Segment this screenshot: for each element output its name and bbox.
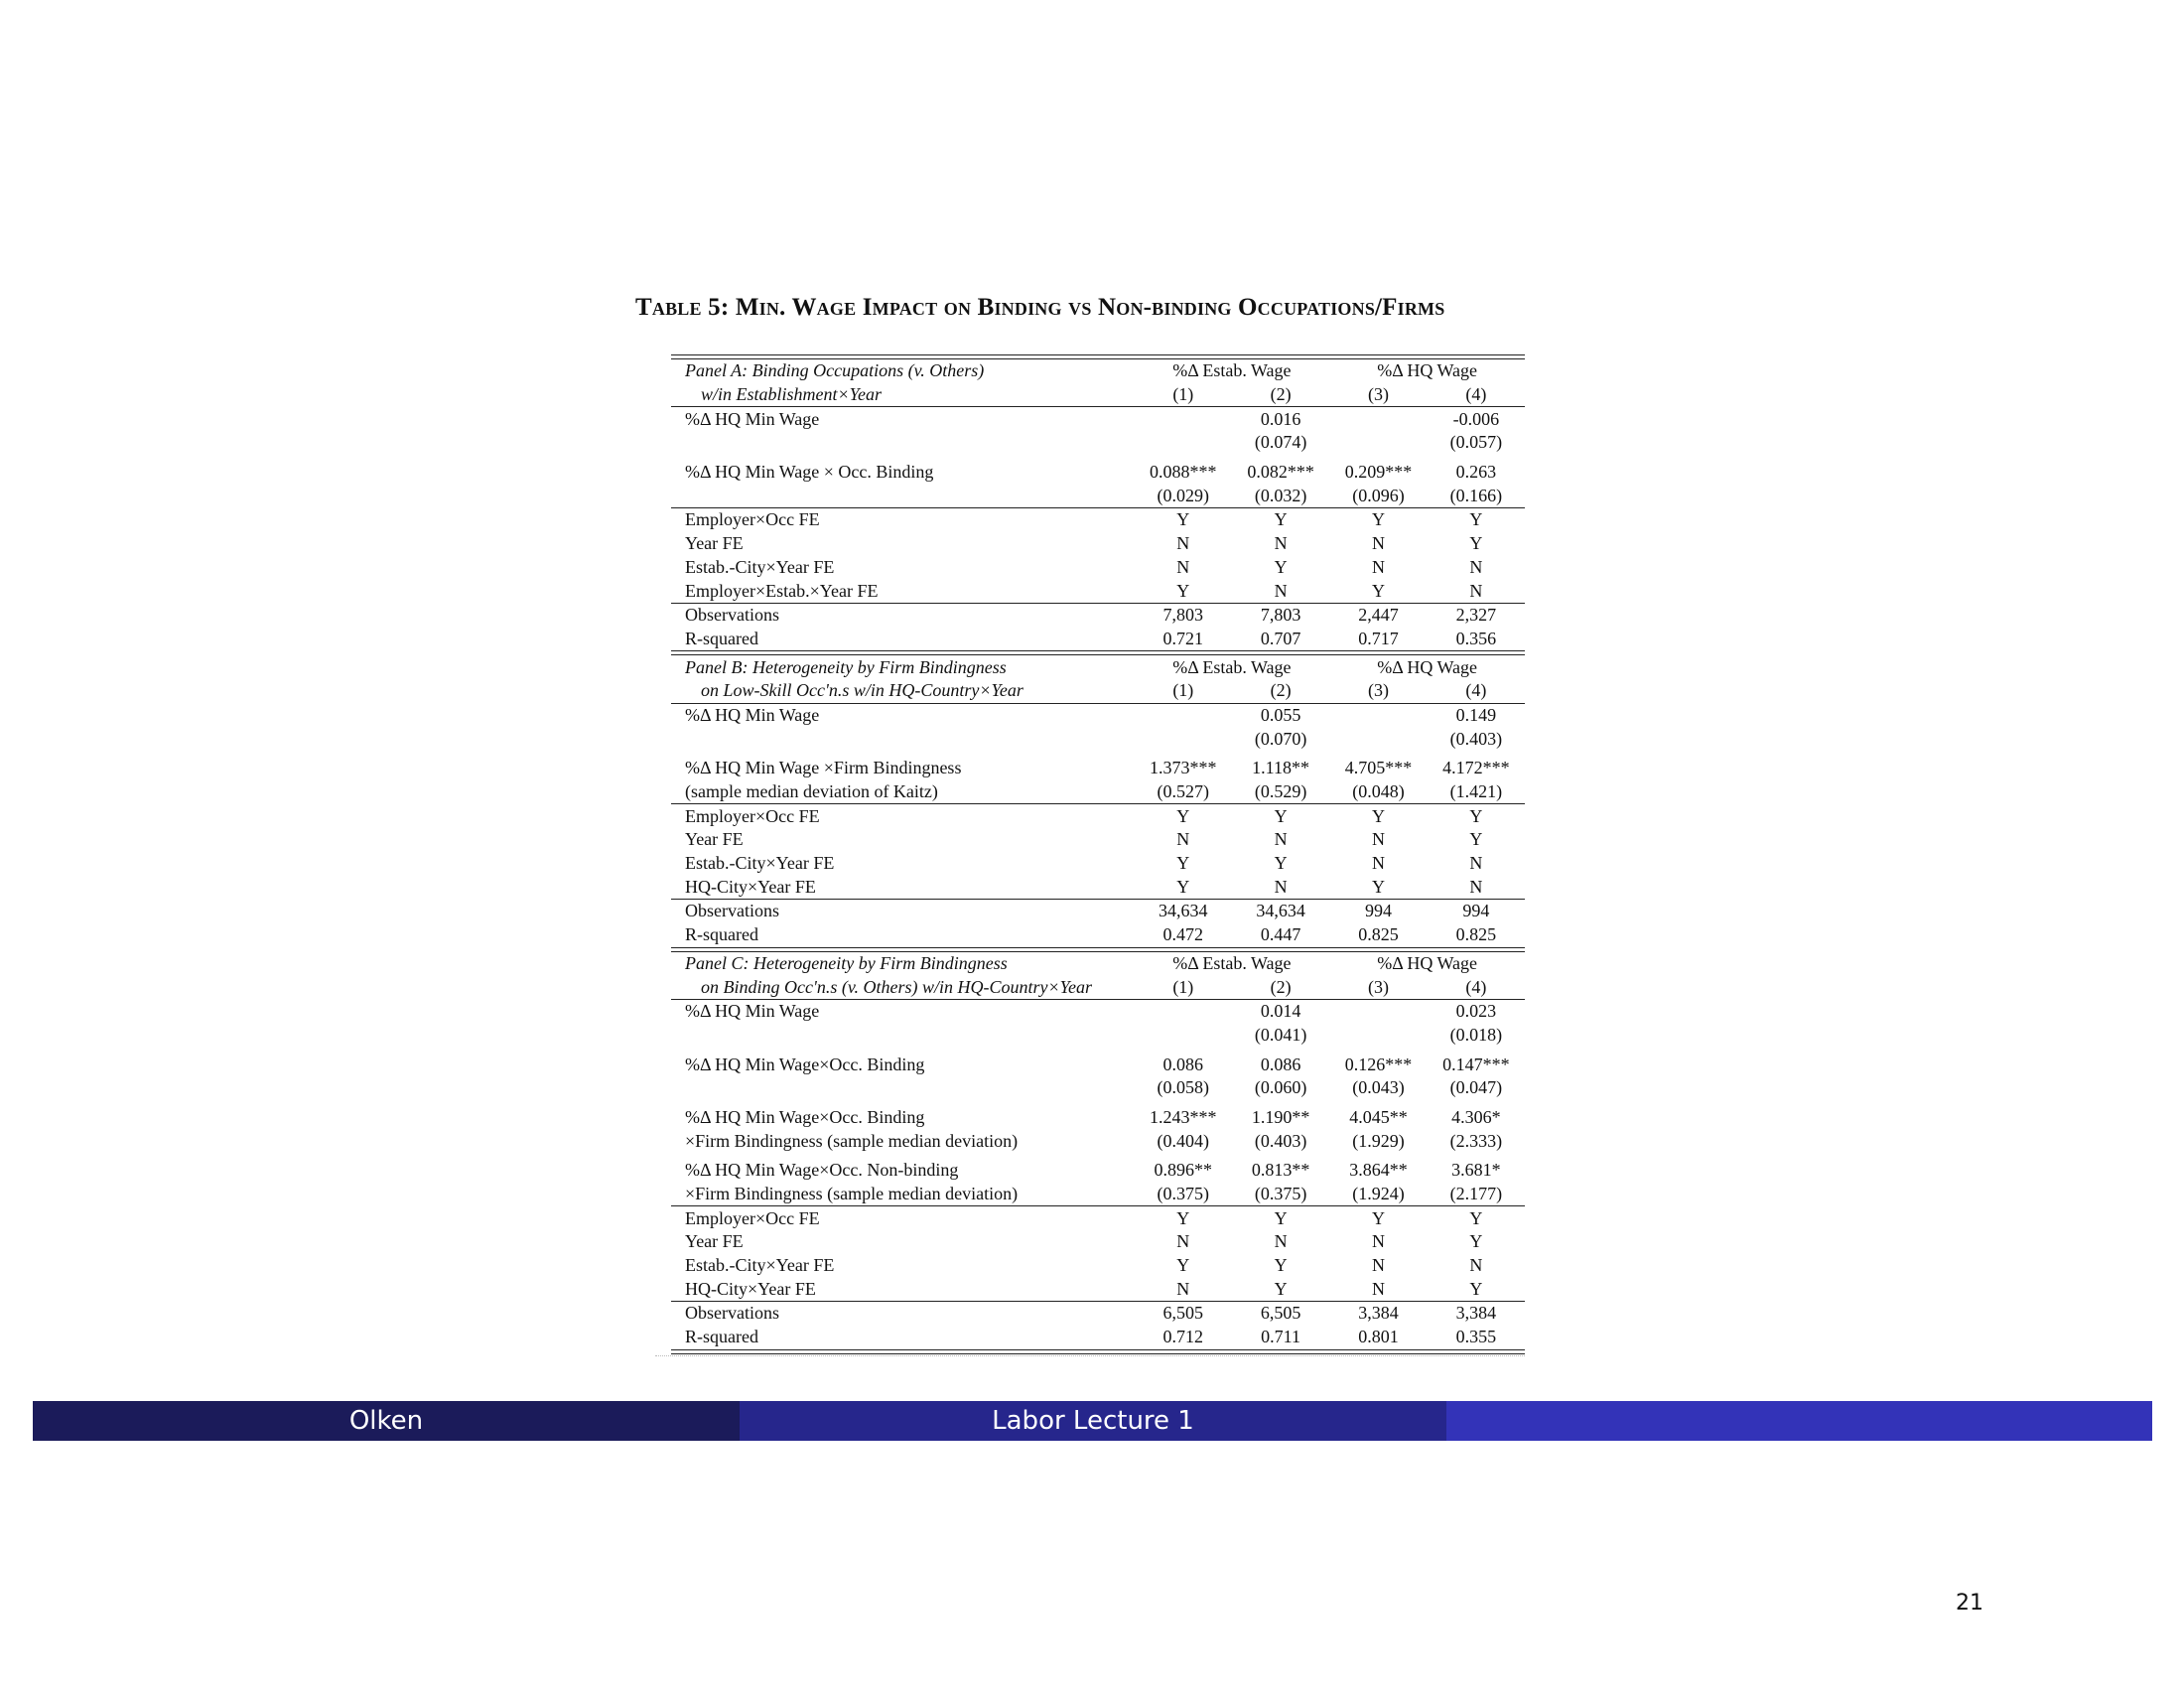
row-label: Year FE [685,533,744,554]
cell: N [1274,1231,1288,1252]
row-label: ×Firm Bindingness (sample median deviation) [685,1130,1019,1151]
cell: 0.717 [1358,628,1399,648]
table-row [671,484,1525,507]
cell: N [1176,556,1190,577]
cell: 1.118** [1252,758,1309,778]
table-row [671,508,1525,532]
cell: N [1274,829,1288,850]
table-row [671,727,1525,751]
cell: N [1469,580,1483,601]
cell: (0.166) [1449,485,1503,505]
panel-c-hq-header: %Δ HQ Wage [1377,952,1478,973]
cell: Y [1469,533,1483,554]
cell: (0.018) [1449,1024,1503,1045]
cell: (0.375) [1254,1184,1307,1204]
cell: (2.177) [1449,1184,1503,1204]
regression-table [671,354,1525,1354]
row-label: Observations [685,605,779,626]
cell: 0.707 [1260,628,1301,648]
cell: 0.147*** [1442,1054,1510,1074]
cell: 4.306* [1451,1106,1501,1127]
table-row [671,1024,1525,1048]
cell: Y [1274,509,1288,530]
col-number: (1) [1172,976,1194,997]
cell: 0.447 [1260,924,1301,945]
row-label: (sample median deviation of Kaitz) [685,781,938,802]
cell: N [1274,580,1288,601]
panel-b-title: Panel B: Heterogeneity by Firm Bindingness [685,656,1007,677]
row-label: Estab.-City×Year FE [685,1255,835,1276]
cell: Y [1371,876,1385,897]
col-number: (2) [1270,384,1292,405]
panel-a-header-row [671,359,1525,383]
cell: N [1371,556,1385,577]
cell: Y [1469,509,1483,530]
cell: 3.864** [1349,1160,1408,1181]
row-label: R-squared [685,628,758,648]
row-label: %Δ HQ Min Wage [685,1001,820,1022]
cell: (0.058) [1157,1077,1209,1098]
cell: (0.048) [1352,781,1405,802]
cell: 994 [1364,901,1392,921]
cell: (0.047) [1449,1077,1503,1098]
cell: 0.356 [1455,628,1497,648]
cell: (0.074) [1254,432,1307,453]
row-label: %Δ HQ Min Wage [685,704,820,725]
cell: 0.023 [1455,1001,1497,1022]
cell: 2,447 [1358,605,1399,626]
table-row [671,704,1525,728]
cell: Y [1274,805,1288,826]
cell: Y [1469,1207,1483,1228]
row-label: Observations [685,1303,779,1324]
footer-lecture: Labor Lecture 1 [740,1401,1446,1441]
col-number: (4) [1465,976,1487,997]
cell: 0.055 [1260,704,1301,725]
table-row [671,1106,1525,1130]
table-row [671,804,1525,828]
panel-b-hq-header: %Δ HQ Wage [1377,656,1478,677]
cell: Y [1371,580,1385,601]
cell: 0.126*** [1344,1054,1413,1074]
row-label: %Δ HQ Min Wage×Occ. Binding [685,1106,925,1127]
cell: N [1176,1231,1190,1252]
cell: (0.032) [1254,485,1307,505]
cell: Y [1469,829,1483,850]
cell: N [1469,853,1483,874]
table-row [671,1183,1525,1206]
panel-a-colnum-row [671,383,1525,407]
row-label: ×Firm Bindingness (sample median deviation) [685,1184,1019,1204]
cell: (0.375) [1157,1184,1209,1204]
cropped-notes-line [655,1355,1525,1358]
col-number: (2) [1270,976,1292,997]
row-label: %Δ HQ Min Wage × Occ. Binding [685,462,934,483]
table-row [671,431,1525,455]
cell: Y [1176,580,1190,601]
table-title: Table 5: Min. Wage Impact on Binding vs Non-binding Occupations/Firms [635,294,1445,321]
row-label: R-squared [685,924,758,945]
cell: 0.472 [1162,924,1203,945]
cell: 994 [1462,901,1490,921]
cell: 0.014 [1260,1001,1301,1022]
table-row [671,780,1525,804]
table-row [671,407,1525,431]
row-label: Employer×Occ FE [685,805,820,826]
cell: N [1371,533,1385,554]
cell: (1.421) [1449,781,1503,802]
cell: 0.209*** [1344,462,1413,483]
table-row [671,923,1525,947]
cell: 0.086 [1162,1054,1203,1074]
panel-c-estab-header: %Δ Estab. Wage [1172,952,1292,973]
cell: Y [1274,1278,1288,1299]
cell: N [1371,1231,1385,1252]
table-row [671,1076,1525,1100]
cell: 7,803 [1260,605,1301,626]
cell: Y [1274,1255,1288,1276]
table-row [671,828,1525,852]
row-label: Observations [685,901,779,921]
cell: (0.070) [1254,728,1307,749]
cell: 2,327 [1455,605,1497,626]
row-label: HQ-City×Year FE [685,1278,816,1299]
table-row [671,604,1525,628]
col-number: (3) [1368,384,1389,405]
col-number: (1) [1172,680,1194,701]
table-row [671,556,1525,580]
cell: N [1176,1278,1190,1299]
cell: N [1371,853,1385,874]
cell: 0.825 [1358,924,1399,945]
cell: (0.403) [1449,728,1503,749]
cell: Y [1274,853,1288,874]
panel-c-header-row [671,952,1525,976]
cell: 0.712 [1162,1327,1203,1347]
panel-b-estab-header: %Δ Estab. Wage [1172,656,1292,677]
cell: 4.705*** [1344,758,1413,778]
cell: 0.263 [1455,462,1497,483]
table-row [671,1254,1525,1278]
cell: 3,384 [1455,1303,1497,1324]
cell: (0.403) [1254,1130,1307,1151]
cell: 0.088*** [1149,462,1217,483]
page-number: 21 [1956,1591,1983,1616]
panel-a-hq-header: %Δ HQ Wage [1377,360,1478,381]
table-row [671,461,1525,485]
cell: Y [1371,805,1385,826]
table-row [671,532,1525,556]
col-number: (2) [1270,680,1292,701]
table-row [671,1129,1525,1153]
cell: N [1371,1255,1385,1276]
cell: Y [1469,1231,1483,1252]
cell: N [1274,533,1288,554]
table-row [671,1230,1525,1254]
cell: Y [1176,805,1190,826]
row-label: %Δ HQ Min Wage ×Firm Bindingness [685,758,962,778]
table-row [671,1206,1525,1230]
cell: 3,384 [1358,1303,1399,1324]
col-number: (3) [1368,976,1389,997]
row-label: %Δ HQ Min Wage×Occ. Binding [685,1054,925,1074]
row-label: Estab.-City×Year FE [685,853,835,874]
cell: 34,634 [1256,901,1305,921]
cell: Y [1274,1207,1288,1228]
row-label: Year FE [685,1231,744,1252]
cell: 0.711 [1261,1327,1300,1347]
cell: Y [1176,1207,1190,1228]
cell: 0.721 [1162,628,1203,648]
cell: (1.924) [1352,1184,1405,1204]
cell: 34,634 [1158,901,1208,921]
cell: (1.929) [1352,1130,1405,1151]
col-number: (3) [1368,680,1389,701]
panel-a-title: Panel A: Binding Occupations (v. Others) [685,360,985,381]
cell: (0.043) [1352,1077,1405,1098]
cell: 1.373*** [1149,758,1217,778]
panel-a-estab-header: %Δ Estab. Wage [1172,360,1292,381]
panel-b-subtitle: on Low-Skill Occ'n.s w/in HQ-Country×Year [701,680,1024,701]
cell: N [1469,1255,1483,1276]
row-label: HQ-City×Year FE [685,876,816,897]
table-row [671,875,1525,899]
table-row [671,1159,1525,1183]
panel-b-colnum-row [671,679,1525,703]
cell: N [1469,556,1483,577]
cell: 0.896** [1154,1160,1212,1181]
footer-right [1446,1401,2152,1441]
cell: N [1469,876,1483,897]
panel-c-subtitle: on Binding Occ'n.s (v. Others) w/in HQ-Country×Year [701,976,1092,997]
row-label: Employer×Occ FE [685,1207,820,1228]
cell: 0.016 [1260,408,1301,429]
cell: 0.149 [1455,704,1497,725]
cell: 1.190** [1251,1106,1310,1127]
cell: Y [1176,853,1190,874]
cell: Y [1371,509,1385,530]
cell: 0.801 [1358,1327,1399,1347]
cell: (0.527) [1157,781,1209,802]
row-label: Estab.-City×Year FE [685,556,835,577]
cell: Y [1469,1278,1483,1299]
cell: Y [1176,876,1190,897]
cell: Y [1176,1255,1190,1276]
cell: (0.529) [1254,781,1307,802]
row-label: R-squared [685,1327,758,1347]
cell: 0.086 [1260,1054,1301,1074]
row-label: %Δ HQ Min Wage×Occ. Non-binding [685,1160,959,1181]
table-row [671,579,1525,603]
panel-c-colnum-row [671,975,1525,999]
cell: Y [1469,805,1483,826]
table-row [671,1326,1525,1349]
col-number: (1) [1172,384,1194,405]
cell: N [1371,829,1385,850]
cell: Y [1371,1207,1385,1228]
cell: 1.243*** [1149,1106,1217,1127]
cell: -0.006 [1452,408,1500,429]
cell: N [1274,876,1288,897]
cell: (0.057) [1449,432,1503,453]
cell: (0.029) [1157,485,1209,505]
cell: 6,505 [1162,1303,1203,1324]
cell: N [1176,533,1190,554]
panel-c-title: Panel C: Heterogeneity by Firm Bindingness [685,952,1008,973]
row-label: Employer×Estab.×Year FE [685,580,879,601]
row-label: Employer×Occ FE [685,509,820,530]
col-number: (4) [1465,384,1487,405]
cell: (0.041) [1254,1024,1307,1045]
cell: 0.825 [1455,924,1497,945]
cell: (0.404) [1157,1130,1209,1151]
cell: 3.681* [1451,1160,1501,1181]
cell: 6,505 [1260,1303,1301,1324]
cell: 4.172*** [1442,758,1510,778]
cell: Y [1176,509,1190,530]
table-row [671,628,1525,651]
cell: 0.082*** [1247,462,1314,483]
cell: N [1371,1278,1385,1299]
table-row [671,1277,1525,1301]
table-row [671,1053,1525,1076]
cell: Y [1274,556,1288,577]
table-row [671,1302,1525,1326]
cell: 7,803 [1162,605,1203,626]
cell: (0.096) [1352,485,1405,505]
cell: N [1176,829,1190,850]
col-number: (4) [1465,680,1487,701]
cell: (2.333) [1449,1130,1503,1151]
row-label: %Δ HQ Min Wage [685,408,820,429]
cell: 0.355 [1455,1327,1497,1347]
table-row [671,852,1525,876]
footer-bar [33,1401,2152,1441]
cell: 0.813** [1251,1160,1310,1181]
cell: 4.045** [1349,1106,1408,1127]
cell: (0.060) [1254,1077,1307,1098]
table-row [671,900,1525,923]
panel-a-subtitle: w/in Establishment×Year [701,384,883,405]
table-row [671,1000,1525,1024]
table-row [671,757,1525,780]
row-label: Year FE [685,829,744,850]
footer-author: Olken [33,1401,740,1441]
panel-b-header-row [671,655,1525,679]
